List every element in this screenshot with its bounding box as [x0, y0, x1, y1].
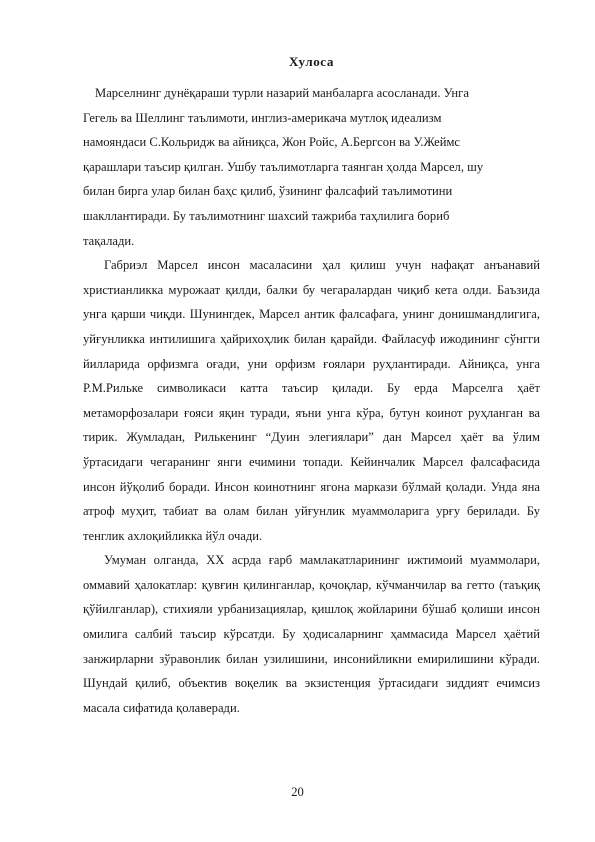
paragraph-social-problems: Умуман олганда, XX асрда ғарб мамлакатларининг ижтимоий муаммолари, оммавий ҳалокатлар: қувғин қилинганлар, қочоқлар, кўчманчилар ва гетто (таъқиқ қўйилганлар), стихияли урбанизациялар, қишлоқ жойларини бўшаб қолиши инсон омилига салбий таъсир кўрсатди. Бу ҳодисаларнинг ҳаммасида Марсел ҳаётий занжирларни зўравонлик билан узилишини, инсонийликни емирилишини кўради. Шундай қилиб, объектив воқелик ва экзистенция ўртасидаги зиддият ечимсиз масала сифатида қолаверади. — [83, 553, 540, 715]
document-page — [83, 52, 540, 720]
paragraph-line: намояндаси С.Кольридж ва айниқса, Жон Ройс, А.Бергсон ва У.Жеймс — [83, 135, 461, 150]
paragraph-line: Гегель ва Шеллинг таълимоти, инглиз-америкача мутлоқ идеализм — [83, 110, 442, 125]
paragraph-line: шакллантиради. Бу таълимотнинг шахсий тажриба таҳлилига бориб — [83, 208, 450, 223]
page-number: 20 — [291, 785, 304, 799]
paragraph-line: Марселнинг дунёқараши турли назарий манбаларга асосланади. Унга — [95, 86, 469, 100]
paragraph-line: қарашлари таъсир қилган. Ушбу таълимотларга таянган ҳолда Марсел, шу — [83, 159, 484, 174]
paragraph-line: тақалади. — [83, 233, 135, 248]
paragraph-intro — [83, 81, 540, 253]
page-title: Хулоса — [289, 54, 334, 69]
paragraph-marcel-christianity: Габриэл Марсел инсон масаласини ҳал қилиш учун нафақат анъанавий христианликка мурожаат қилди, балки бу чегаралардан чиқиб кета олди. Баъзида унга қарши чиқди. Шунингдек, Марсел антик фалсафага, унинг донишмандлигига, уйғунликка интилишига ҳайрихоҳлик билан қарайди. Файласуф ижодининг сўнгги йилларида орфизмга оғади, уни орфизм ғоялари руҳлантиради. Айниқса, унга Р.М.Рильке символикаси катта таъсир қилади. Бу ерда Марселга ҳаёт метаморфозалари ғояси яқин туради, яъни унга кўра, бутун коинот руҳланган ва тирик. Жумладан, Рилькенинг “Дуин элегиялари” дан Марсел ҳаёт ва ўлим ўртасидаги чегаранинг янги ечимини топади. Кейинчалик Марсел фалсафасида инсон йўқолиб боради. Инсон коинотнинг ягона маркази бўлмай қолади. Унда яна атроф муҳит, табиат ва олам билан уйғунлик муаммоларига урғу берилади. Бу тенглик ахлоқийликка йўл очади. — [83, 258, 540, 543]
paragraph-line: билан бирга улар билан баҳс қилиб, ўзининг фалсафий таълимотини — [83, 184, 453, 199]
